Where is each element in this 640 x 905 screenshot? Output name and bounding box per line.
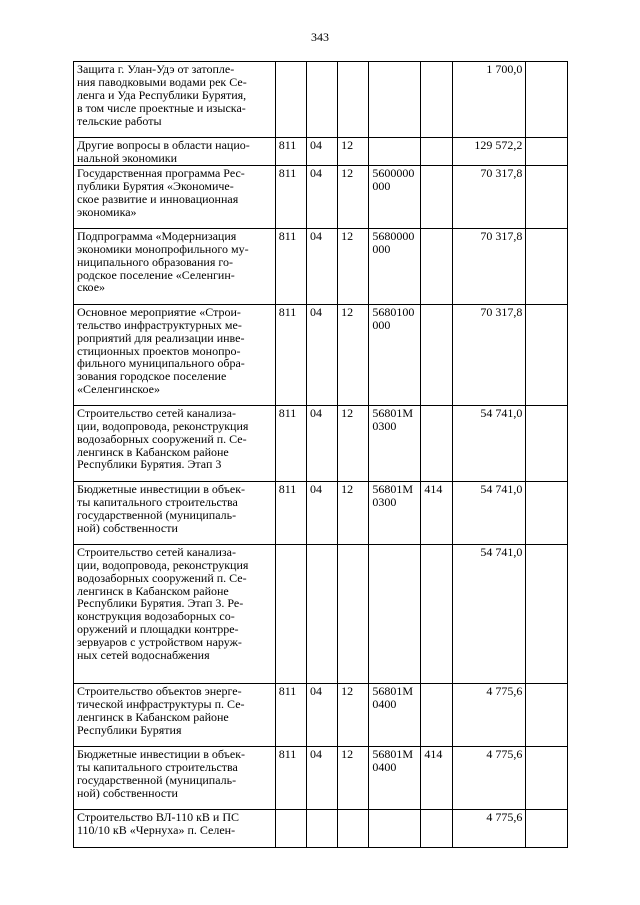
subsection-code — [338, 544, 369, 683]
target-article — [369, 405, 421, 481]
target-article — [369, 62, 421, 138]
empty-column — [526, 481, 568, 544]
section-code-text: 04 — [309, 228, 322, 243]
target-article — [369, 481, 421, 544]
row-name-text: Строительство сетей канализа- ции, водопровода, реконструкция водозаборных сооружений п. Се- ленгинск в Кабанском районе Республики Бурятия. Этап 3. Ре- конструкция водозаборных со- оружений и площадки контррe- зервуаров с устройством наруж- ных сетей водоснабжения — [77, 544, 249, 663]
empty-column — [526, 405, 568, 481]
section-code-text: 04 — [309, 165, 322, 180]
target-article-text: 56801М 0400 — [372, 683, 413, 711]
section-code — [306, 228, 337, 304]
section-code — [306, 481, 337, 544]
table-row — [74, 683, 568, 746]
expense-type — [421, 304, 452, 405]
target-article-text: 5680100 000 — [372, 304, 415, 332]
amount-text: 4 775,6 — [486, 683, 523, 698]
amount-text: 54 741,0 — [480, 481, 523, 496]
amount — [452, 304, 526, 405]
subsection-code — [338, 304, 369, 405]
amount-text: 70 317,8 — [480, 165, 523, 180]
empty-column — [526, 304, 568, 405]
subsection-code — [338, 683, 369, 746]
ministry-code — [275, 481, 306, 544]
empty-column — [526, 165, 568, 228]
row-name-text: Подпрограмма «Модернизация экономики монопрофильного му- ниципального образования го- родское поселение «Селенгин- ское» — [77, 228, 249, 295]
empty-column — [526, 62, 568, 138]
expense-type — [421, 228, 452, 304]
amount — [452, 683, 526, 746]
section-code-text: 04 — [309, 304, 322, 319]
row-name-text: Строительство ВЛ-110 кВ и ПС 110/10 кВ «Чернуха» п. Селен- — [77, 809, 240, 837]
table-row — [74, 809, 568, 847]
amount — [452, 228, 526, 304]
empty-column — [526, 683, 568, 746]
subsection-code — [338, 138, 369, 166]
section-code-text: 04 — [309, 405, 322, 420]
ministry-code — [275, 138, 306, 166]
section-code — [306, 138, 337, 166]
amount — [452, 165, 526, 228]
amount-text: 70 317,8 — [480, 304, 523, 319]
amount — [452, 62, 526, 138]
expense-type — [421, 809, 452, 847]
empty-column — [526, 138, 568, 166]
section-code — [306, 809, 337, 847]
subsection-code-text: 12 — [341, 165, 354, 180]
section-code-text: 04 — [309, 138, 322, 152]
section-code-text: 04 — [309, 481, 322, 496]
ministry-code-text: 811 — [278, 165, 297, 180]
row-name — [74, 304, 276, 405]
target-article — [369, 683, 421, 746]
row-name-text: Государственная программа Рес- публики Бурятия «Экономиче- ское развитие и инновационная экономика» — [77, 165, 245, 219]
target-article-text: 56801М 0300 — [372, 405, 413, 433]
amount-text: 54 741,0 — [480, 544, 523, 559]
ministry-code-text: 811 — [278, 481, 297, 496]
subsection-code-text: 12 — [341, 138, 354, 152]
subsection-code — [338, 405, 369, 481]
subsection-code-text: 12 — [341, 746, 354, 761]
amount-text: 1 700,0 — [486, 62, 523, 76]
row-name — [74, 683, 276, 746]
table-row — [74, 481, 568, 544]
expense-type-text: 414 — [424, 481, 443, 496]
row-name — [74, 138, 276, 166]
empty-column — [526, 228, 568, 304]
section-code — [306, 405, 337, 481]
subsection-code — [338, 481, 369, 544]
subsection-code — [338, 165, 369, 228]
table-row — [74, 304, 568, 405]
row-name — [74, 746, 276, 809]
expense-type — [421, 405, 452, 481]
expense-type — [421, 481, 452, 544]
amount-text: 54 741,0 — [480, 405, 523, 420]
ministry-code — [275, 746, 306, 809]
table-row — [74, 62, 568, 138]
row-name — [74, 228, 276, 304]
ministry-code — [275, 62, 306, 138]
subsection-code-text: 12 — [341, 304, 354, 319]
section-code — [306, 544, 337, 683]
row-name-text: Строительство объектов энерге- тической инфраструктуры п. Се- ленгинск в Кабанском районе Республики Бурятия — [77, 683, 245, 737]
subsection-code-text: 12 — [341, 683, 354, 698]
section-code-text: 04 — [309, 683, 322, 698]
row-name — [74, 62, 276, 138]
expense-type — [421, 165, 452, 228]
ministry-code-text: 811 — [278, 746, 297, 761]
amount-text: 4 775,6 — [486, 746, 523, 761]
ministry-code — [275, 228, 306, 304]
expense-type — [421, 746, 452, 809]
ministry-code — [275, 809, 306, 847]
target-article — [369, 746, 421, 809]
expense-type-text: 414 — [424, 746, 443, 761]
target-article-text: 56801М 0300 — [372, 481, 413, 509]
ministry-code — [275, 405, 306, 481]
target-article — [369, 304, 421, 405]
target-article — [369, 809, 421, 847]
ministry-code — [275, 683, 306, 746]
expense-type — [421, 62, 452, 138]
subsection-code — [338, 228, 369, 304]
ministry-code-text: 811 — [278, 228, 297, 243]
section-code — [306, 746, 337, 809]
section-code — [306, 304, 337, 405]
amount — [452, 481, 526, 544]
row-name — [74, 544, 276, 683]
ministry-code-text: 811 — [278, 405, 297, 420]
amount — [452, 138, 526, 166]
amount-text: 70 317,8 — [480, 228, 523, 243]
target-article-text: 56801М 0400 — [372, 746, 413, 774]
row-name-text: Строительство сетей канализа- ции, водопровода, реконструкция водозаборных сооружений п. Се- ленгинск в Кабанском районе Республики Бурятия. Этап 3 — [77, 405, 249, 472]
row-name — [74, 405, 276, 481]
row-name-text: Бюджетные инвестиции в объек- ты капитального строительства государственной (муниципаль- ной) собственности — [77, 746, 246, 800]
row-name-text: Защита г. Улан-Удэ от затопле- ния паводковыми водами рек Се- ленга и Уда Республики Бурятия, в том числе проектные и изыска- тельские работы — [77, 62, 247, 128]
amount — [452, 746, 526, 809]
section-code — [306, 62, 337, 138]
table-row — [74, 746, 568, 809]
row-name — [74, 165, 276, 228]
row-name — [74, 481, 276, 544]
target-article-text: 5680000 000 — [372, 228, 415, 256]
amount — [452, 809, 526, 847]
ministry-code-text: 811 — [278, 304, 297, 319]
section-code — [306, 683, 337, 746]
amount-text: 4 775,6 — [486, 809, 523, 824]
empty-column — [526, 544, 568, 683]
table-row — [74, 405, 568, 481]
subsection-code — [338, 809, 369, 847]
ministry-code — [275, 544, 306, 683]
ministry-code-text: 811 — [278, 138, 297, 152]
expense-type — [421, 683, 452, 746]
ministry-code — [275, 165, 306, 228]
amount — [452, 544, 526, 683]
amount — [452, 405, 526, 481]
target-article — [369, 544, 421, 683]
table-row — [74, 228, 568, 304]
subsection-code — [338, 62, 369, 138]
subsection-code-text: 12 — [341, 228, 354, 243]
row-name-text: Основное мероприятие «Строи- тельство инфраструктурных ме- роприятий для реализации инве- стиционных проектов монопро- фильного муниципального обра- зования городское поселение «Селенгинское» — [77, 304, 245, 397]
row-name-text: Бюджетные инвестиции в объек- ты капитального строительства государственной (муниципаль- ной) собственности — [77, 481, 246, 535]
section-code — [306, 165, 337, 228]
table-row — [74, 165, 568, 228]
budget-table — [73, 61, 568, 848]
target-article — [369, 228, 421, 304]
section-code-text: 04 — [309, 746, 322, 761]
row-name — [74, 809, 276, 847]
expense-type — [421, 544, 452, 683]
subsection-code-text: 12 — [341, 481, 354, 496]
subsection-code-text: 12 — [341, 405, 354, 420]
ministry-code — [275, 304, 306, 405]
table-row — [74, 138, 568, 166]
subsection-code — [338, 746, 369, 809]
empty-column — [526, 746, 568, 809]
amount-text: 129 572,2 — [474, 138, 523, 152]
table-row — [74, 544, 568, 683]
ministry-code-text: 811 — [278, 683, 297, 698]
expense-type — [421, 138, 452, 166]
target-article — [369, 165, 421, 228]
target-article — [369, 138, 421, 166]
page-number: 343 — [311, 30, 329, 44]
empty-column — [526, 809, 568, 847]
target-article-text: 5600000 000 — [372, 165, 415, 193]
row-name-text: Другие вопросы в области нацио- нальной экономики — [77, 138, 250, 165]
